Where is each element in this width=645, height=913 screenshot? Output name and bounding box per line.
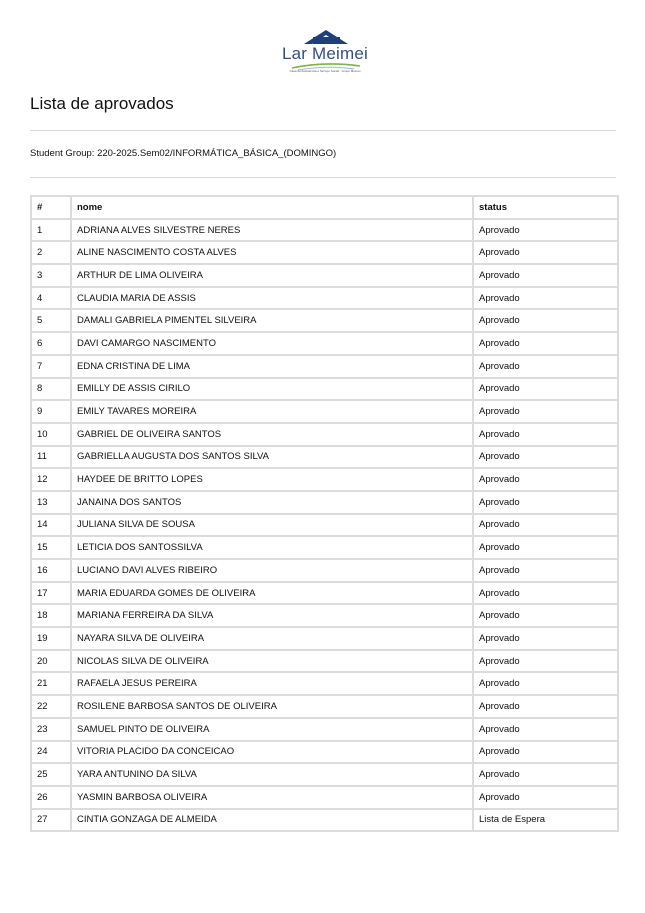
cell-nome: NAYARA SILVA DE OLIVEIRA xyxy=(71,627,473,650)
divider xyxy=(30,130,616,131)
table-row xyxy=(31,468,618,491)
cell-nome: VITORIA PLACIDO DA CONCEICAO xyxy=(71,741,473,764)
table-row xyxy=(31,718,618,741)
table-row xyxy=(31,763,618,786)
cell-nome: DAMALI GABRIELA PIMENTEL SILVEIRA xyxy=(71,309,473,332)
page-title: Lista de aprovados xyxy=(30,94,174,113)
cell-status: Aprovado xyxy=(473,446,618,469)
cell-number: 4 xyxy=(31,287,71,310)
table-row xyxy=(31,695,618,718)
cell-number: 11 xyxy=(31,446,71,469)
cell-nome: EMILLY DE ASSIS CIRILO xyxy=(71,378,473,401)
cell-number: 19 xyxy=(31,627,71,650)
cell-status: Aprovado xyxy=(473,536,618,559)
cell-number: 5 xyxy=(31,309,71,332)
cell-nome: ALINE NASCIMENTO COSTA ALVES xyxy=(71,241,473,264)
cell-status: Aprovado xyxy=(473,423,618,446)
cell-status: Aprovado xyxy=(473,468,618,491)
cell-nome: CINTIA GONZAGA DE ALMEIDA xyxy=(71,809,473,832)
cell-nome: EMILY TAVARES MOREIRA xyxy=(71,400,473,423)
cell-status: Aprovado xyxy=(473,309,618,332)
cell-number: 12 xyxy=(31,468,71,491)
cell-nome: NICOLAS SILVA DE OLIVEIRA xyxy=(71,650,473,673)
divider xyxy=(30,177,616,178)
cell-number: 20 xyxy=(31,650,71,673)
cell-nome: ADRIANA ALVES SILVESTRE NERES xyxy=(71,219,473,242)
cell-nome: LUCIANO DAVI ALVES RIBEIRO xyxy=(71,559,473,582)
cell-status: Aprovado xyxy=(473,400,618,423)
table-header-row xyxy=(31,196,618,219)
approved-list-table xyxy=(30,195,619,832)
cell-nome: JULIANA SILVA DE SOUSA xyxy=(71,514,473,537)
cell-nome: LETICIA DOS SANTOSSILVA xyxy=(71,536,473,559)
cell-number: 24 xyxy=(31,741,71,764)
table-row xyxy=(31,309,618,332)
lar-meimei-logo xyxy=(280,28,370,80)
cell-nome: YASMIN BARBOSA OLIVEIRA xyxy=(71,786,473,809)
cell-status: Aprovado xyxy=(473,786,618,809)
table-row xyxy=(31,559,618,582)
table-row xyxy=(31,355,618,378)
cell-number: 2 xyxy=(31,241,71,264)
table-row xyxy=(31,604,618,627)
cell-nome: GABRIEL DE OLIVEIRA SANTOS xyxy=(71,423,473,446)
cell-status: Aprovado xyxy=(473,514,618,537)
cell-number: 13 xyxy=(31,491,71,514)
cell-nome: HAYDEE DE BRITTO LOPES xyxy=(71,468,473,491)
cell-status: Aprovado xyxy=(473,491,618,514)
cell-number: 8 xyxy=(31,378,71,401)
column-header-number: # xyxy=(31,196,71,219)
table-row xyxy=(31,514,618,537)
cell-status: Aprovado xyxy=(473,741,618,764)
cell-nome: MARIANA FERREIRA DA SILVA xyxy=(71,604,473,627)
cell-status: Aprovado xyxy=(473,604,618,627)
cell-number: 23 xyxy=(31,718,71,741)
table-row xyxy=(31,491,618,514)
cell-nome: EDNA CRISTINA DE LIMA xyxy=(71,355,473,378)
cell-nome: YARA ANTUNINO DA SILVA xyxy=(71,763,473,786)
cell-status: Aprovado xyxy=(473,559,618,582)
cell-nome: RAFAELA JESUS PEREIRA xyxy=(71,672,473,695)
table-row xyxy=(31,241,618,264)
table-row xyxy=(31,627,618,650)
cell-nome: DAVI CAMARGO NASCIMENTO xyxy=(71,332,473,355)
cell-nome: ARTHUR DE LIMA OLIVEIRA xyxy=(71,264,473,287)
cell-status: Aprovado xyxy=(473,695,618,718)
cell-number: 15 xyxy=(31,536,71,559)
cell-status: Lista de Espera xyxy=(473,809,618,832)
cell-nome: GABRIELLA AUGUSTA DOS SANTOS SILVA xyxy=(71,446,473,469)
column-header-status: status xyxy=(473,196,618,219)
cell-nome: JANAINA DOS SANTOS xyxy=(71,491,473,514)
cell-number: 16 xyxy=(31,559,71,582)
cell-number: 21 xyxy=(31,672,71,695)
cell-nome: SAMUEL PINTO DE OLIVEIRA xyxy=(71,718,473,741)
cell-number: 22 xyxy=(31,695,71,718)
cell-number: 26 xyxy=(31,786,71,809)
table-row xyxy=(31,423,618,446)
cell-number: 9 xyxy=(31,400,71,423)
cell-number: 7 xyxy=(31,355,71,378)
cell-number: 10 xyxy=(31,423,71,446)
table-row xyxy=(31,287,618,310)
cell-number: 1 xyxy=(31,219,71,242)
logo-subtext: Casa de Assistência e Serviço Social · Grupo Meimei xyxy=(289,69,361,73)
cell-status: Aprovado xyxy=(473,264,618,287)
column-header-nome: nome xyxy=(71,196,473,219)
logo-wordmark: Lar Meimei xyxy=(281,44,369,63)
table-row xyxy=(31,536,618,559)
table-row xyxy=(31,264,618,287)
cell-status: Aprovado xyxy=(473,627,618,650)
cell-nome: ROSILENE BARBOSA SANTOS DE OLIVEIRA xyxy=(71,695,473,718)
table-row xyxy=(31,786,618,809)
table-row xyxy=(31,332,618,355)
cell-status: Aprovado xyxy=(473,672,618,695)
table-row xyxy=(31,582,618,605)
cell-status: Aprovado xyxy=(473,219,618,242)
cell-number: 17 xyxy=(31,582,71,605)
cell-number: 18 xyxy=(31,604,71,627)
cell-status: Aprovado xyxy=(473,378,618,401)
cell-status: Aprovado xyxy=(473,718,618,741)
cell-number: 6 xyxy=(31,332,71,355)
table-row xyxy=(31,741,618,764)
student-group-label: Student Group: 220-2025.Sem02/INFORMÁTICA_BÁSICA_(DOMINGO) xyxy=(30,148,337,159)
cell-number: 3 xyxy=(31,264,71,287)
table-row xyxy=(31,672,618,695)
table-row xyxy=(31,378,618,401)
cell-status: Aprovado xyxy=(473,763,618,786)
table-row xyxy=(31,400,618,423)
cell-status: Aprovado xyxy=(473,650,618,673)
cell-status: Aprovado xyxy=(473,582,618,605)
cell-status: Aprovado xyxy=(473,287,618,310)
cell-status: Aprovado xyxy=(473,241,618,264)
cell-number: 14 xyxy=(31,514,71,537)
cell-number: 27 xyxy=(31,809,71,832)
table-row xyxy=(31,219,618,242)
cell-number: 25 xyxy=(31,763,71,786)
cell-nome: CLAUDIA MARIA DE ASSIS xyxy=(71,287,473,310)
cell-nome: MARIA EDUARDA GOMES DE OLIVEIRA xyxy=(71,582,473,605)
table-row xyxy=(31,809,618,832)
table-row xyxy=(31,650,618,673)
cell-status: Aprovado xyxy=(473,332,618,355)
table-row xyxy=(31,446,618,469)
cell-status: Aprovado xyxy=(473,355,618,378)
